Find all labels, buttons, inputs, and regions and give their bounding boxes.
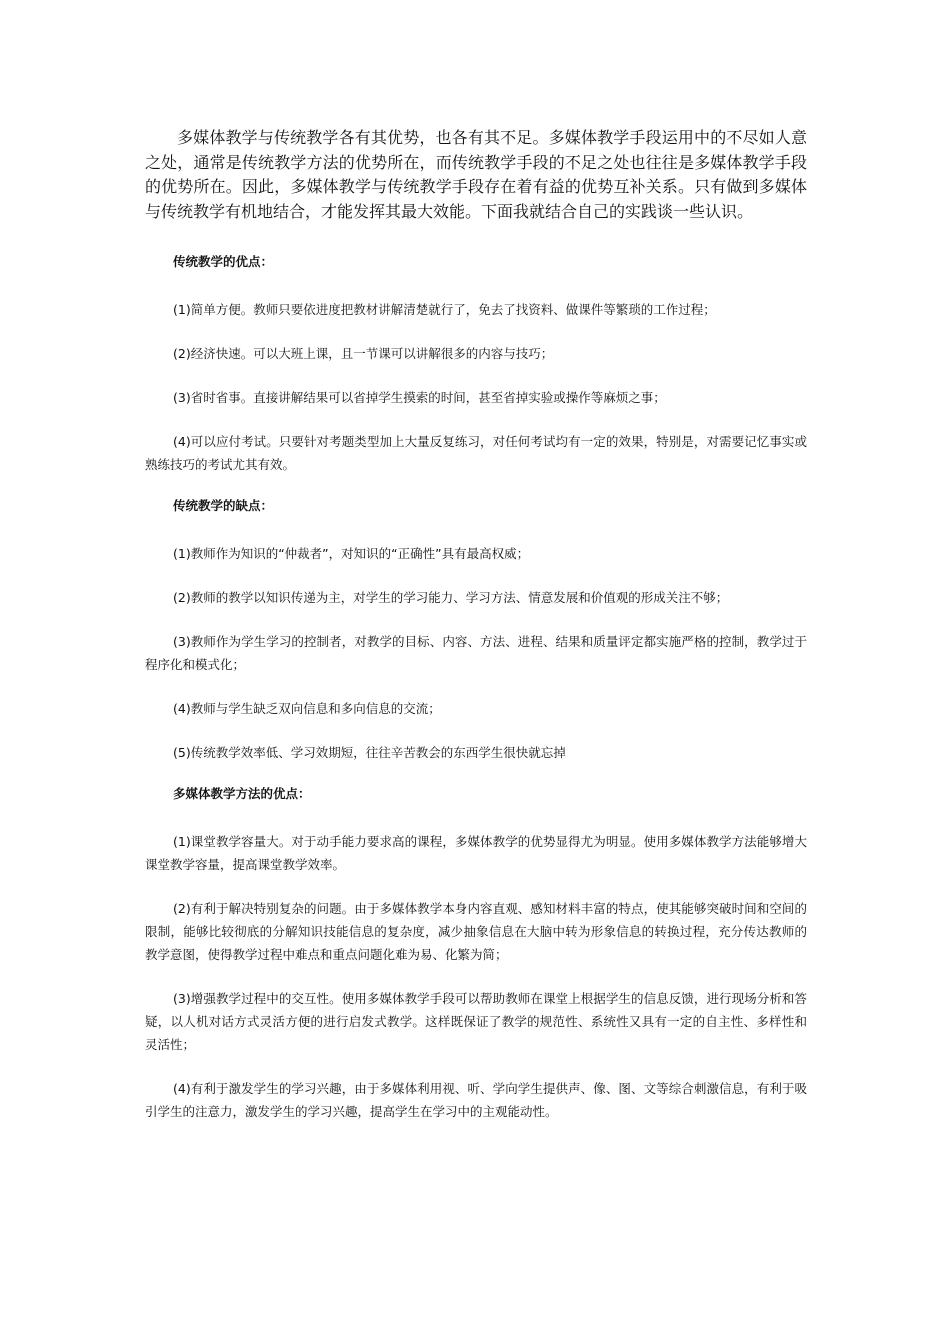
- section-heading: 传统教学的优点：: [173, 254, 274, 269]
- document-page: [145, 126, 807, 1144]
- intro-paragraph: 多媒体教学与传统教学各有其优势，也各有其不足。多媒体教学手段运用中的不尽如人意之处，通常是传统教学方法的优势所在，而传统教学手段的不足之处也往往是多媒体教学手段的优势所在。因此，多媒体教学与传统教学手段存在着有益的优势互补关系。只有做到多媒体与传统教学有机地结合，才能发挥其最大效能。下面我就结合自己的实践谈一些认识。: [145, 128, 807, 221]
- list-item: (2)经济快速。可以大班上课，且一节课可以讲解很多的内容与技巧；: [173, 346, 554, 361]
- section-multimedia-advantages: [145, 785, 807, 1123]
- section-heading: 传统教学的缺点：: [173, 498, 274, 513]
- list-item: (2)教师的教学以知识传递为主，对学生的学习能力、学习方法、情意发展和价值观的形成关注不够；: [173, 590, 729, 605]
- list-item: (4)可以应付考试。只要针对考题类型加上大量反复练习，对任何考试均有一定的效果，特别是，对需要记忆事实或熟练技巧的考试尤其有效。: [145, 434, 807, 472]
- list-item: (1)简单方便。教师只要依进度把教材讲解清楚就行了，免去了找资料、做课件等繁琐的工作过程；: [173, 302, 716, 317]
- list-item: (3)教师作为学生学习的控制者，对教学的目标、内容、方法、进程、结果和质量评定都实施严格的控制，教学过于程序化和模式化；: [145, 634, 807, 672]
- list-item: (4)教师与学生缺乏双向信息和多向信息的交流；: [173, 701, 441, 716]
- list-item: (1)教师作为知识的“仲裁者”，对知识的“正确性”具有最高权威；: [173, 546, 530, 561]
- list-item: (4)有利于激发学生的学习兴趣，由于多媒体利用视、听、学向学生提供声、像、图、文等综合刺激信息，有利于吸引学生的注意力，激发学生的学习兴趣，提高学生在学习中的主观能动性。: [145, 1081, 807, 1119]
- section-heading: 多媒体教学方法的优点：: [173, 786, 311, 801]
- list-item: (3)增强教学过程中的交互性。使用多媒体教学手段可以帮助教师在课堂上根据学生的信息反馈，进行现场分析和答疑，以人机对话方式灵活方便的进行启发式教学。这样既保证了教学的规范性、系统性又具有一定的自主性、多样性和灵活性；: [145, 991, 807, 1052]
- section-traditional-disadvantages: [145, 497, 807, 764]
- list-item: (3)省时省事。直接讲解结果可以省掉学生摸索的时间，甚至省掉实验或操作等麻烦之事；: [173, 390, 666, 405]
- list-item: (5)传统教学效率低、学习效期短，往往辛苦教会的东西学生很快就忘掉: [173, 745, 566, 760]
- list-item: (2)有利于解决特别复杂的问题。由于多媒体教学本身内容直观、感知材料丰富的特点，使其能够突破时间和空间的限制，能够比较彻底的分解知识技能信息的复杂度，减少抽象信息在大脑中转为形象信息的转换过程，充分传达教师的教学意图，使得教学过程中难点和重点问题化难为易、化繁为简；: [145, 901, 807, 962]
- list-item: (1)课堂教学容量大。对于动手能力要求高的课程，多媒体教学的优势显得尤为明显。使用多媒体教学方法能够增大课堂教学容量，提高课堂教学效率。: [145, 834, 807, 872]
- section-traditional-advantages: [145, 253, 807, 476]
